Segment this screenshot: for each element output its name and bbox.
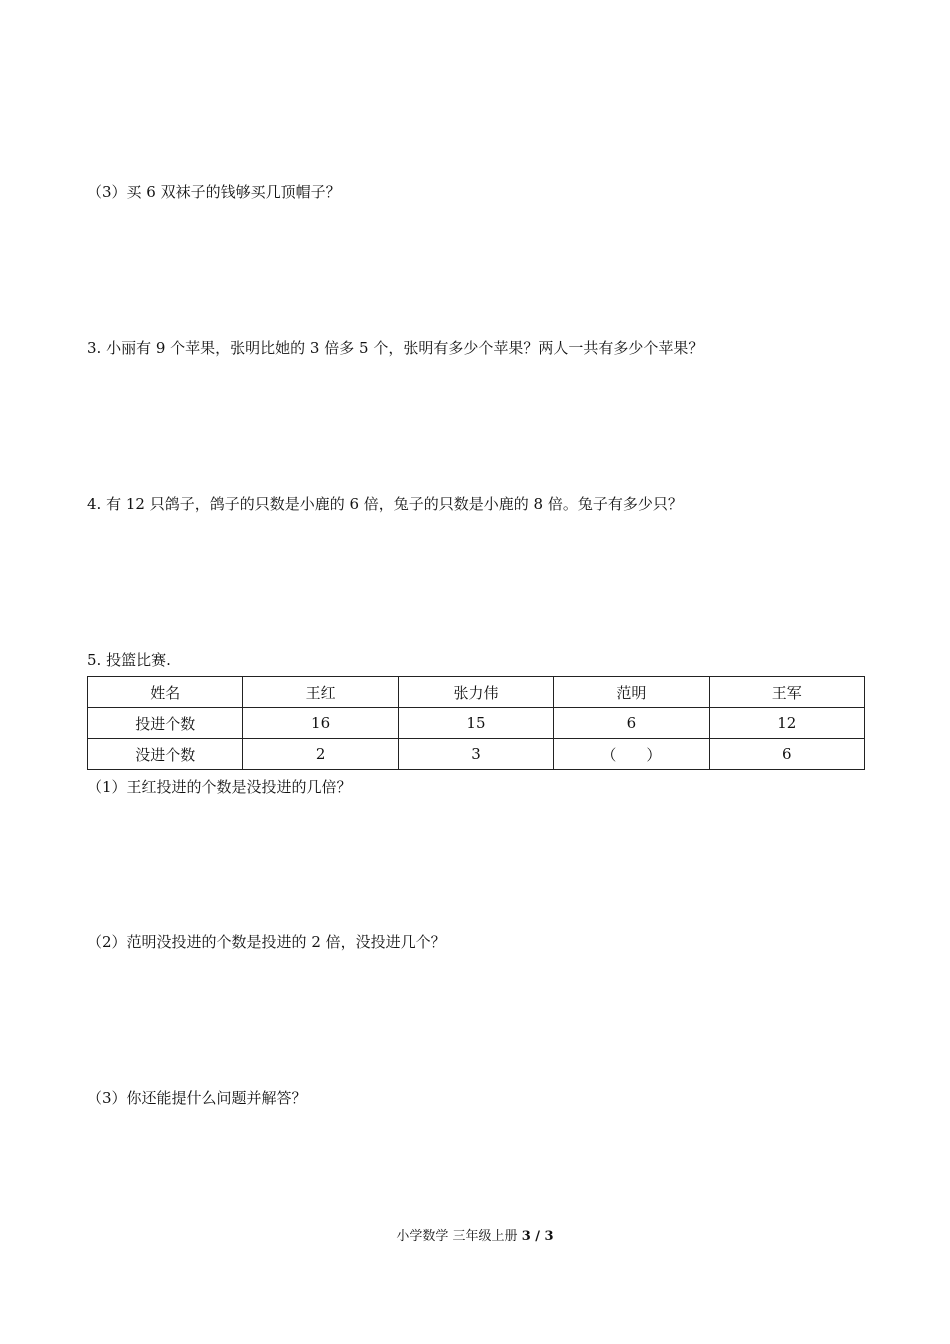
table-cell: 王红 — [243, 677, 398, 708]
question-5-part-2: （2）范明没投进的个数是投进的 2 倍，没投进几个？ — [87, 933, 446, 951]
question-3: 3. 小丽有 9 个苹果，张明比她的 3 倍多 5 个，张明有多少个苹果？两人一共有多少个苹果？ — [87, 339, 704, 357]
page-footer — [0, 1228, 950, 1246]
question-2-part-3: （3）买 6 双袜子的钱够买几顶帽子？ — [87, 183, 341, 201]
table-header-row — [88, 677, 865, 708]
table-row — [88, 708, 865, 739]
table-cell: 没进个数 — [88, 739, 243, 770]
table-cell: 投进个数 — [88, 708, 243, 739]
footer-text: 小学数学 三年级上册 — [396, 1229, 518, 1244]
question-5-part-1: （1）王红投进的个数是没投进的几倍？ — [87, 778, 352, 796]
question-5-title: 5. 投篮比赛. — [87, 651, 171, 669]
table-cell: 12 — [709, 708, 864, 739]
question-5-part-3: （3）你还能提什么问题并解答？ — [87, 1089, 307, 1107]
basketball-score-table — [87, 676, 865, 770]
table-cell: 3 — [398, 739, 553, 770]
table-cell: 王军 — [709, 677, 864, 708]
table-cell: 2 — [243, 739, 398, 770]
table-cell: 6 — [554, 708, 709, 739]
table-cell: 16 — [243, 708, 398, 739]
table-row — [88, 739, 865, 770]
blank-answer-cell: （ ） — [554, 739, 709, 770]
table-cell: 15 — [398, 708, 553, 739]
question-4: 4. 有 12 只鸽子，鸽子的只数是小鹿的 6 倍，兔子的只数是小鹿的 8 倍。兔子有多少只？ — [87, 495, 683, 513]
table-cell: 范明 — [554, 677, 709, 708]
table-cell: 张力伟 — [398, 677, 553, 708]
table-cell: 6 — [709, 739, 864, 770]
page-number: 3 / 3 — [521, 1229, 554, 1244]
table-cell: 姓名 — [88, 677, 243, 708]
